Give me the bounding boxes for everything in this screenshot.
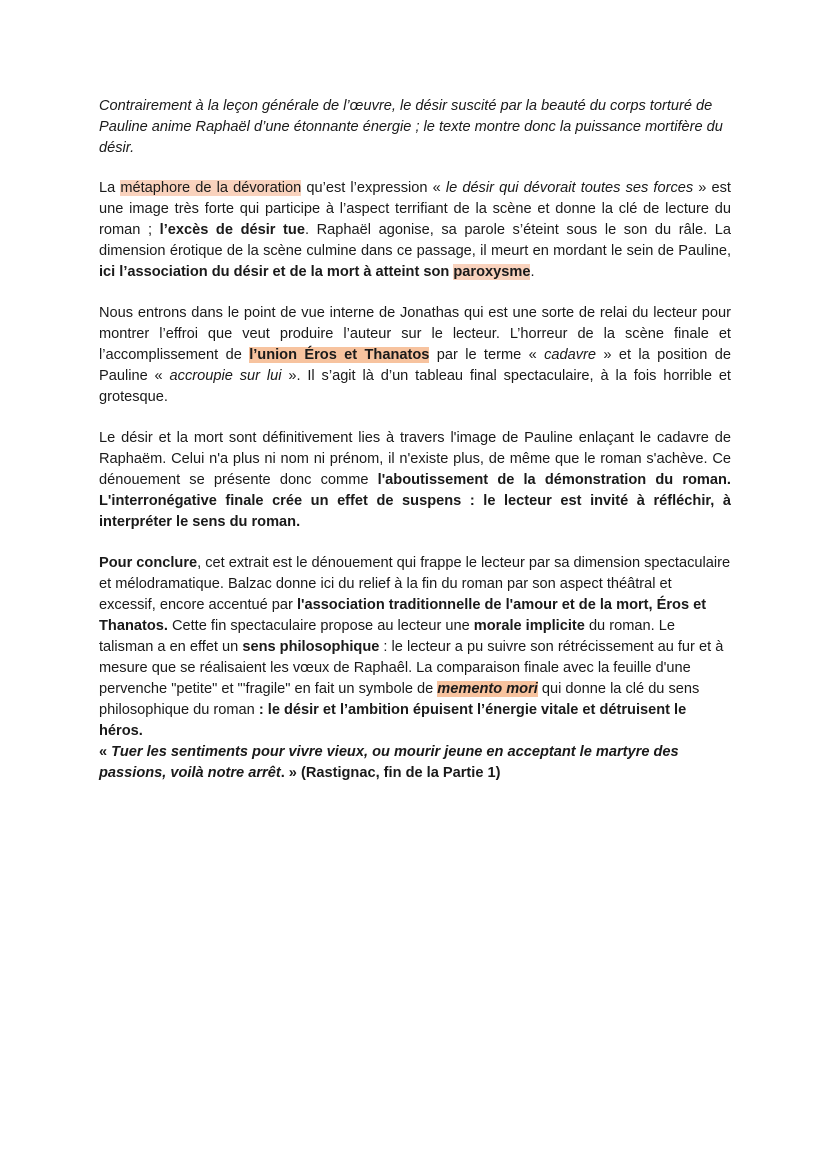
text-run: » est une image très forte qui participe à l’aspect terrifiant de la scène et donne la clé de lecture du roman ; [99,180,731,238]
intro-paragraph [99,96,731,159]
text-run: Le désir et la mort sont définitivement lies à travers l'image de Pauline enlaçant le cadavre de Raphaëm. Celui n'a plus ni nom ni prénom, il n'existe plus, de même que le roman s'achève. Ce dénouement se présente donc comme [99,430,731,488]
devoration-paragraph [99,178,731,283]
conclusion-paragraph [99,553,731,784]
highlight-metaphore: métaphore de la dévoration [120,180,302,196]
bold-phrase: « [99,744,112,760]
document-page [99,96,731,804]
highlight-paroxysme: paroxysme [453,264,531,280]
bold-phrase: morale implicite [473,618,585,634]
text-run: par le terme « [429,347,545,363]
text-run: qui donne la clé du sens philosophique du roman [99,681,700,718]
citation-source: . » (Rastignac, fin de la Partie 1) [280,765,501,781]
text-run: ». Il s’agit là d’un tableau final spectaculaire, à la fois horrible et grotesque. [99,368,731,405]
bold-phrase: : le désir et l’ambition épuisent l’énergie vitale et détruisent le héros. [99,702,687,739]
bold-phrase: l'aboutissement de la démonstration du roman. L'interronégative finale crée un effet de suspens : le lecteur est invité à réfléchir, à interpréter le sens du roman. [99,472,731,530]
denouement-paragraph [99,428,731,533]
bold-phrase: ici l’association du désir et de la mort à atteint son [99,264,454,280]
text-run: , cet extrait est le dénouement qui frappe le lecteur par sa dimension spectaculaire et mélodramatique. Balzac donne ici du relief à la fin du roman par son aspect théâtral et excessif, encore accentué par [99,555,731,613]
text-run: » et la position de Pauline « [99,347,731,384]
text-run: qu’est l’expression « [301,180,446,196]
italic-quote: le désir qui dévorait toutes ses forces [445,180,694,196]
bold-phrase: l’excès de désir tue [159,222,305,238]
bold-phrase: l'association traditionnelle de l'amour et de la mort, Éros et Thanatos. [99,597,707,634]
bold-phrase: Pour conclure [99,555,198,571]
italic-quote: cadavre [544,347,596,363]
bold-phrase: sens philosophique [242,639,380,655]
text-run: . Raphaël agonise, sa parole s’éteint sous le son du râle. La dimension érotique de la scène culmine dans ce passage, il meurt en mordant le sein de Pauline, [99,222,731,259]
text-run: La [99,180,121,196]
jonathas-paragraph [99,303,731,408]
text-run: Cette fin spectaculaire propose au lecteur une [167,618,474,634]
text-run: . [530,264,535,280]
italic-quote: accroupie sur lui [169,368,282,384]
italic-quote: Tuer les sentiments pour vivre vieux, ou mourir jeune en acceptant le martyre des passions, voilà notre arrêt [99,744,679,781]
intro-text: Contrairement à la leçon générale de l’œuvre, le désir suscité par la beauté du corps torturé de Pauline anime Raphaël d’une étonnante énergie ; le texte montre donc la puissance mortifère du désir. [99,98,723,156]
highlight-union: l’union Éros et Thanatos [249,347,430,363]
italic-term: memento mori [437,681,538,697]
text-run: du roman. Le talisman a en effet un [99,618,675,655]
text-run: : le lecteur a pu suivre son rétrécissement au fur et à mesure que se réalisaient les vœux de Raphaêl. La comparaison finale avec la feuille d'une pervenche "petite" et "'fragile" en fait un symbole de [99,639,724,697]
text-run: Nous entrons dans le point de vue interne de Jonathas qui est une sorte de relai du lecteur pour montrer l’effroi que veut produire l’auteur sur le lecteur. L’horreur de la scène finale et l’accomplissement de [99,305,731,363]
highlight-memento-mori [437,681,538,697]
